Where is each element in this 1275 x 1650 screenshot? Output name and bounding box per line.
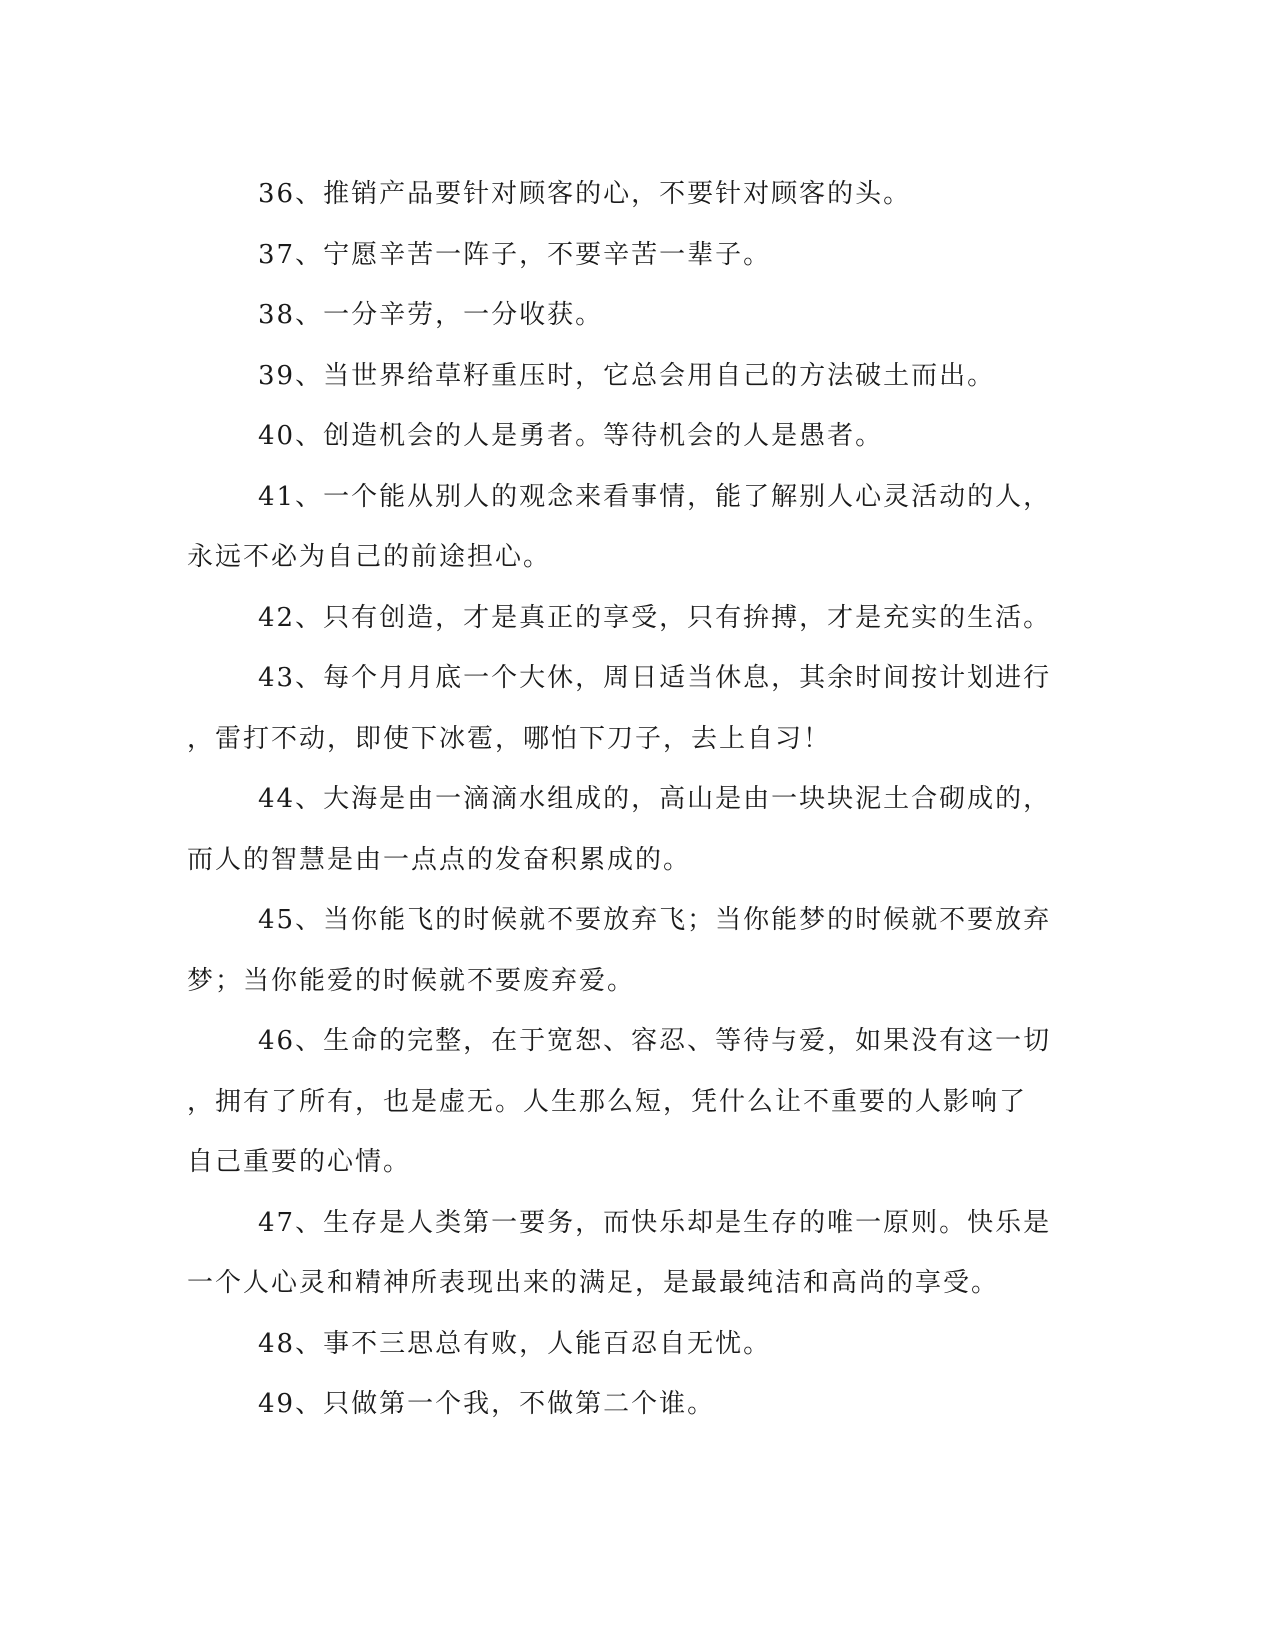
item-line: 44、大海是由一滴滴水组成的，高山是由一块块泥土合砌成的， xyxy=(258,784,1052,814)
item-line: 45、当你能飞的时候就不要放弃飞；当你能梦的时候就不要放弃 xyxy=(258,905,1052,935)
list-item xyxy=(187,648,1059,769)
document-body xyxy=(187,164,1059,1435)
item-line: 47、生存是人类第一要务，而快乐却是生存的唯一原则。快乐是 xyxy=(258,1207,1052,1238)
item-line: 48、事不三思总有败，人能百忍自无忧。 xyxy=(258,1328,772,1359)
item-line-continued: 自己重要的心情。 xyxy=(187,1147,412,1177)
list-item xyxy=(187,467,1059,588)
item-line-continued: 永远不必为自己的前途担心。 xyxy=(187,542,552,572)
list-item xyxy=(187,225,1059,286)
list-item xyxy=(187,588,1059,649)
item-line: 46、生命的完整，在于宽恕、容忍、等待与爱，如果没有这一切 xyxy=(258,1026,1052,1056)
item-line: 39、当世界给草籽重压时，它总会用自己的方法破土而出。 xyxy=(258,360,996,391)
item-line: 41、一个能从别人的观念来看事情，能了解别人心灵活动的人， xyxy=(258,481,1052,512)
list-item xyxy=(187,406,1059,467)
item-line-continued: ，拥有了所有，也是虚无。人生那么短，凭什么让不重要的人影响了 xyxy=(187,1086,1028,1117)
list-item xyxy=(187,346,1059,407)
list-item xyxy=(187,1374,1059,1435)
item-line: 40、创造机会的人是勇者。等待机会的人是愚者。 xyxy=(258,421,884,451)
item-line: 37、宁愿辛苦一阵子，不要辛苦一辈子。 xyxy=(258,239,772,270)
list-item xyxy=(187,1314,1059,1375)
item-line: 49、只做第一个我，不做第二个谁。 xyxy=(258,1389,716,1419)
list-item xyxy=(187,769,1059,890)
item-line: 42、只有创造，才是真正的享受，只有拚搏，才是充实的生活。 xyxy=(258,602,1052,633)
item-line-continued: 梦；当你能爱的时候就不要废弃爱。 xyxy=(187,965,636,996)
list-item xyxy=(187,1011,1059,1193)
list-item xyxy=(187,164,1059,225)
item-line-continued: 而人的智慧是由一点点的发奋积累成的。 xyxy=(187,844,692,875)
item-line: 43、每个月月底一个大休，周日适当休息，其余时间按计划进行 xyxy=(258,663,1052,693)
item-line-continued: 一个人心灵和精神所表现出来的满足，是最最纯洁和高尚的享受。 xyxy=(187,1268,1000,1298)
list-item xyxy=(187,890,1059,1011)
item-line: 36、推销产品要针对顾客的心，不要针对顾客的头。 xyxy=(258,179,912,209)
item-line: 38、一分辛劳，一分收获。 xyxy=(258,300,604,330)
list-item xyxy=(187,285,1059,346)
item-line-continued: ，雷打不动，即使下冰雹，哪怕下刀子，去上自习！ xyxy=(187,723,832,754)
list-item xyxy=(187,1193,1059,1314)
